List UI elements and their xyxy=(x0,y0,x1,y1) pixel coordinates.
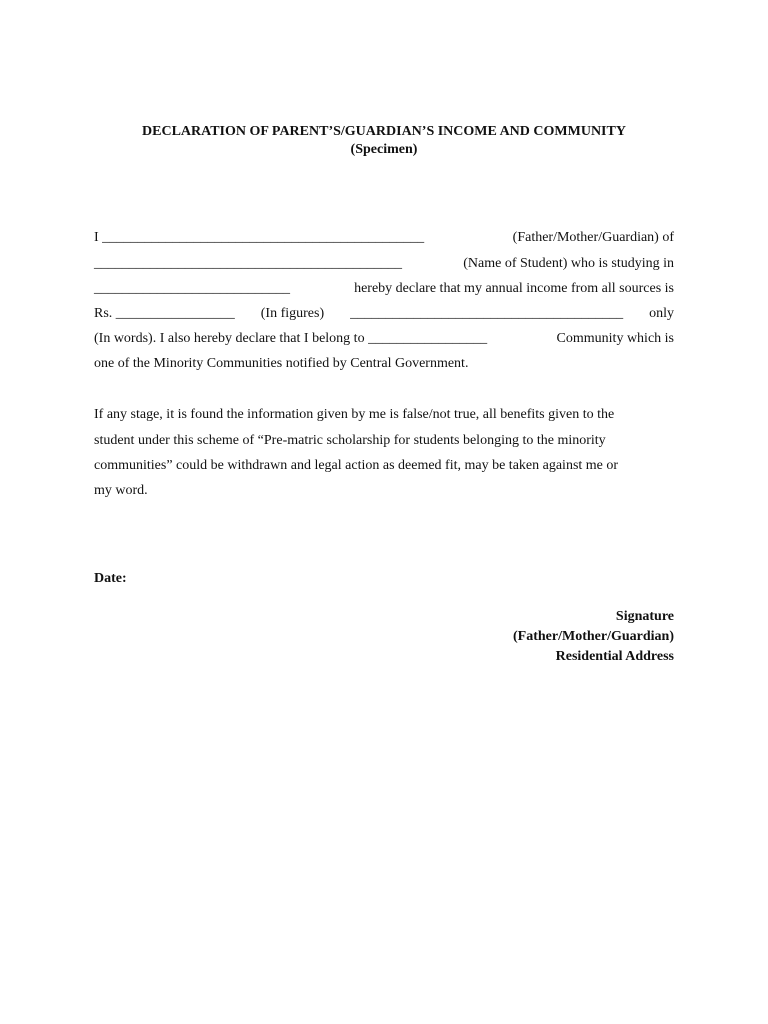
line-segment: communities” could be withdrawn and legal action as deemed fit, may be taken against me or xyxy=(94,458,619,473)
declaration-line xyxy=(94,304,674,324)
line-segment: hereby declare that my annual income from all sources is xyxy=(354,281,674,296)
date-label: Date: xyxy=(94,571,127,586)
document-subtitle: (Specimen) xyxy=(350,142,418,157)
document-title: DECLARATION OF PARENT’S/GUARDIAN’S INCOME AND COMMUNITY xyxy=(142,124,626,139)
signature-label: Signature xyxy=(615,609,674,624)
line-segment: (Father/Mother/Guardian) of xyxy=(512,230,674,245)
line-segment: only xyxy=(649,306,674,321)
signature-block xyxy=(513,607,674,667)
line-segment: one of the Minority Communities notified by Central Government. xyxy=(94,356,469,371)
warning-line xyxy=(94,431,674,451)
signatory-label: (Father/Mother/Guardian) xyxy=(513,629,674,644)
declaration-line xyxy=(94,329,674,349)
line-segment: Community which is xyxy=(556,331,674,346)
line-segment: (In words). I also hereby declare that I belong to _________________ xyxy=(94,331,488,346)
line-segment: (In figures) xyxy=(260,306,325,321)
line-segment: student under this scheme of “Pre-matric scholarship for students belonging to the minority xyxy=(94,433,606,448)
line-segment: I ______________________________________________ xyxy=(94,230,425,245)
declaration-line xyxy=(94,354,674,374)
warning-line xyxy=(94,481,674,501)
declaration-line xyxy=(94,228,674,248)
declaration-line xyxy=(94,279,674,299)
declaration-line xyxy=(94,254,674,274)
warning-line xyxy=(94,456,674,476)
line-segment: (Name of Student) who is studying in xyxy=(463,256,674,271)
line-segment: If any stage, it is found the information given by me is false/not true, all benefits given to the xyxy=(94,407,615,422)
line-segment: Rs. _________________ xyxy=(94,306,235,321)
line-segment: my word. xyxy=(94,483,148,498)
address-label: Residential Address xyxy=(555,649,674,664)
line-segment: ____________________________ xyxy=(94,281,290,296)
line-segment: _______________________________________ xyxy=(350,306,624,321)
line-segment: ____________________________________________ xyxy=(94,256,402,271)
warning-line xyxy=(94,405,674,425)
